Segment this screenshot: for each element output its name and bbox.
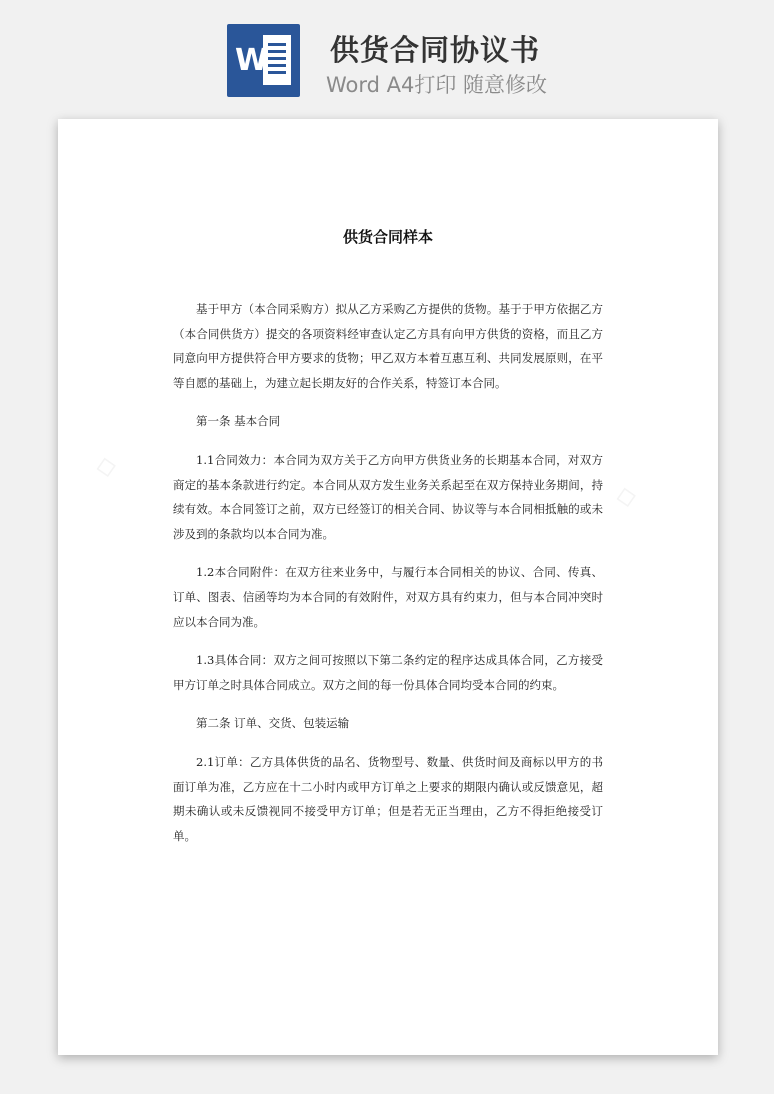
banner — [0, 0, 774, 118]
watermark: ▫ — [90, 446, 125, 485]
banner-title: 供货合同协议书 — [330, 33, 541, 67]
paragraph-intro: 基于甲方（本合同采购方）拟从乙方采购乙方提供的货物。基于于甲方依据乙方（本合同供货方）提交的各项资料经审查认定乙方具有向甲方供货的资格，而且乙方同意向甲方提供符合甲方要求的货物；甲乙双方本着互惠互利、共同发展原则，在平等自愿的基础上，为建立起长期友好的合作关系，特签订本合同。 — [173, 302, 603, 390]
banner-subtitle: Word A4打印 随意修改 — [326, 73, 548, 97]
paragraph-1-3: 1.3具体合同：双方之间可按照以下第二条约定的程序达成具体合同，乙方接受甲方订单之时具体合同成立。双方之间的每一份具体合同均受本合同的约束。 — [173, 653, 603, 692]
paragraph-1-2: 1.2本合同附件：在双方往来业务中，与履行本合同相关的协议、合同、传真、订单、图表、信函等均为本合同的有效附件，对双方具有约束力，但与本合同冲突时应以本合同为准。 — [173, 565, 603, 629]
document-title: 供货合同样本 — [342, 228, 433, 246]
document-body — [173, 297, 603, 862]
section-heading-2: 第二条 订单、交货、包装运输 — [196, 716, 350, 731]
section-heading-1: 第一条 基本合同 — [196, 414, 281, 429]
watermark: ▫ — [610, 476, 645, 515]
document-page — [58, 119, 718, 1055]
paragraph-2-1: 2.1订单：乙方具体供货的品名、货物型号、数量、供货时间及商标以甲方的书面订单为准，乙方应在十二小时内或甲方订单之上要求的期限内确认或反馈意见，超期未确认或未反馈视同不接受甲方订单；但是若无正当理由，乙方不得拒绝接受订单。 — [173, 754, 603, 843]
word-icon-letter: W — [235, 43, 269, 78]
word-icon — [227, 24, 300, 97]
paragraph-1-1: 1.1合同效力：本合同为双方关于乙方向甲方供货业务的长期基本合同，对双方商定的基本条款进行约定。本合同从双方发生业务关系起至在双方保持业务期间，持续有效。本合同签订之前，双方已经签订的相关合同、协议等与本合同相抵触的或未涉及到的条款均以本合同为准。 — [173, 452, 603, 541]
